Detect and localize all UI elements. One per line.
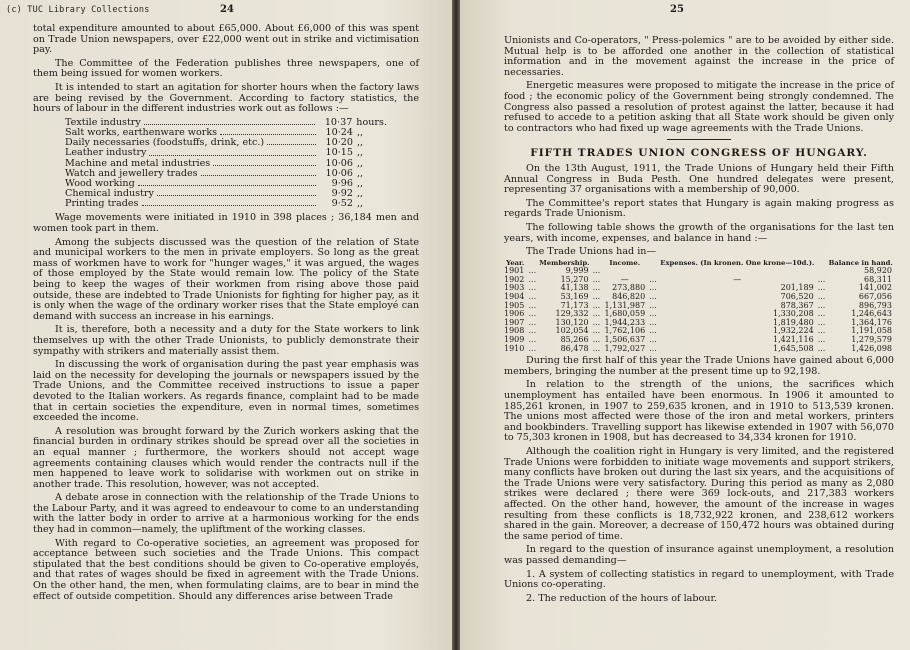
leader-dots — [157, 189, 316, 196]
table-row: 1907 ... 130,120 ... 1,944,233 ... 1,819,480 ... 1,364,176 — [504, 317, 892, 327]
paragraph: Among the subjects discussed was the question of the relation of State and municipal workers to the men in private employers. So long as the great mass of workmen have to work for "hunger wages," it was argued, the wages of those employed by the State would remain low. The policy of the State being to keep the wages of their workmen from rising above those paid outside, these are indebted to Trade Unionists for fighting for higher pay, as it is only when the wage of the ordinary worker rises that the State employé can demand with success an increase in his earnings. — [33, 236, 419, 322]
table-row: 1904 ... 53,169 ... 846,820 ... 706,520 ... 667,056 — [504, 292, 892, 302]
table-row: 1910 ... 86,478 ... 1,792,027 ... 1,645,508 ... 1,426,098 — [504, 343, 892, 353]
table-row: 1902 ... 15,270 ... — ... — ... 68,311 — [504, 274, 892, 284]
ditto-mark: ,, — [357, 147, 364, 159]
leader-dots — [142, 199, 317, 206]
hours-value: 10·15 — [325, 147, 353, 159]
industry-name: Leather industry — [65, 147, 147, 159]
section-divider — [667, 139, 731, 140]
paragraph: A debate arose in connection with the relationship of the Trade Unions to the Labour Party, and it was agreed to endeavour to come to an understanding with the latter body in order to arrive at a harmonious working for the ends they had in common—namely, the upliftment of the working classes. — [33, 492, 419, 536]
watermark: (c) TUC Library Collections — [6, 5, 150, 15]
hours-value: 10·24 — [325, 126, 353, 138]
paragraph: total expenditure amounted to about £65,000. About £6,000 of this was spent on Trade Union newspapers, over £22,000 went out in strike and victimisation pay. — [33, 23, 419, 56]
right-body — [504, 36, 894, 607]
industry-name: Salt works, earthenware works — [65, 126, 218, 138]
paragraph: In relation to the strength of the unions, the sacrifices which unemployment has entailed have been enormous. In 1906 it amounted to 185,261 kronen, in 1907 to 259,635 kronen, and in 1910 to 513,539 kronen. The unions most affected were those of the iron and metal workers, printers and bookbinders. Travelling support has likewise extended in 1907 with 56,070 to 75,303 kronen in 1908, but has decreased to 34,334 kronen for 1910. — [504, 379, 894, 444]
left-body — [33, 24, 419, 605]
list-item: 2. The reduction of the hours of labour. — [526, 592, 718, 604]
industry-name: Wood working — [65, 177, 135, 189]
left-page — [0, 0, 452, 650]
ditto-mark: ,, — [357, 157, 364, 169]
paragraph: A resolution was brought forward by the Zurich workers asking that the financial burden in ordinary strikes should be spread over all the societies in an equal manner ; furthermore, the workers should not accept wage agreements containing clauses which would render the contracts null if the men happened to leave work to solidarise with workmen out on strike in another trade. This resolution, however, was not accepted. — [33, 425, 419, 490]
ditto-mark: ,, — [357, 126, 364, 138]
leader-dots — [144, 118, 315, 125]
table-row: 1909 ... 85,266 ... 1,506,637 ... 1,421,116 ... 1,279,579 — [504, 335, 892, 345]
industry-name: Textile industry — [65, 116, 141, 128]
hours-unit: hours. — [356, 116, 387, 128]
paragraph: The Committee's report states that Hungary is again making progress as regards Trade Unionism. — [504, 197, 894, 220]
table-row: 1908 ... 102,054 ... 1,762,106 ... 1,932,224 ... 1,191,058 — [504, 326, 892, 336]
leader-dots — [138, 179, 316, 186]
hours-row — [65, 199, 387, 209]
hours-value: 10·06 — [325, 167, 353, 179]
col-expenses: Expenses. (In kronen. One krone—10d.). — [660, 258, 815, 267]
hours-value: 10·20 — [325, 137, 353, 149]
paragraph: In regard to the question of insurance against unemployment, a resolution was passed demanding— — [504, 544, 894, 566]
paragraph: Although the coalition right in Hungary is very limited, and the registered Trade Unions were forbidden to initiate wage movements and support strikers, many conflicts have broken out during the last six years, and the acquisitions of the Trade Unions were very satisfactory. During this period as many as 2,080 strikes were declared ; there were 369 lock-outs, and 217,383 workers affected. On the other hand, however, the amount of the increase in wages resulting from these conflicts is 18,732,922 kronen, and 238,612 workers shared in the gain. Moreover, a decrease of 150,472 hours was obtained during the same period of time. — [504, 445, 894, 542]
col-income: Income. — [609, 258, 641, 267]
section-title: FIFTH TRADES UNION CONGRESS OF HUNGARY. — [530, 147, 868, 160]
table-row: 1905 ... 71,173 ... 1,131,987 ... 878,367 ... 896,793 — [504, 300, 892, 310]
hours-value: 10·37 — [324, 116, 353, 128]
table-row: 1906 ... 129,332 ... 1,680,059 ... 1,330,208 ... 1,246,643 — [504, 309, 892, 319]
leader-dots — [201, 169, 316, 176]
list-item: 1. A system of collecting statistics in regard to unemployment, with Trade Unions co-operating. — [504, 568, 894, 591]
leader-dots — [149, 148, 316, 155]
industry-name: Chemical industry — [65, 188, 154, 200]
hours-value: 9·96 — [331, 177, 353, 189]
union-finance-table — [504, 259, 894, 354]
industry-name: Watch and jewellery trades — [65, 167, 198, 179]
paragraph: On the 13th August, 1911, the Trade Unions of Hungary held their Fifth Annual Congress in Buda Pesth. One hundred delegates were present, representing 37 organisations with a membership of 90,000. — [504, 162, 894, 196]
page-number-left: 24 — [220, 4, 234, 15]
table-row: 1901 ... 9,999 ... 58,920 — [504, 266, 892, 276]
hours-table — [65, 118, 387, 210]
hours-value: 9·92 — [331, 188, 353, 200]
paragraph: The Committee of the Federation publishes three newspapers, one of them being issued for women workers. — [33, 57, 419, 80]
hours-value: 9·52 — [331, 198, 353, 210]
paragraph: In discussing the work of organisation during the past year emphasis was laid on the necessity for developing the journals or newspapers issued by the Trade Unions, and the Committee received instructions to issue a paper devoted to the Italian workers. As regards finance, complaint had to be made that in certain societies the expenditure, even in normal times, sometimes exceeded the income. — [33, 359, 419, 424]
col-membership: Membership. — [539, 258, 590, 267]
industry-name: Machine and metal industries — [65, 157, 211, 169]
paragraph: With regard to Co-operative societies, an agreement was proposed for acceptance between such societies and the Trade Unions. This compact stipulated that the best conditions should be given to Co-operative employés, and that rates of wages should be fixed in agreement with the Trade Unions. On the other hand, the men, when formulating claims, are to bear in mind the effect of outside competition. Should any differences arise between Trade — [33, 537, 419, 602]
paragraph: Unionists and Co-operators, " Press-polemics " are to be avoided by either side. Mutual help is to be afforded one another in the collection of statistical information and in the movement against the increase in the price of necessaries. — [504, 35, 894, 78]
leader-dots — [213, 159, 316, 166]
paragraph: Energetic measures were proposed to mitigate the increase in the price of food ; the economic policy of the Government being strongly condemned. The Congress also passed a resolution of protest against the latter, because it had refused to accede to a petition asking that all State work should be given only to contractors who had fixed up wage agreements with the Trade Unions. — [504, 80, 894, 134]
paragraph: Wage movements were initiated in 1910 in 398 places ; 36,184 men and women took part in them. — [33, 212, 419, 235]
ditto-mark: ,, — [357, 198, 364, 210]
paragraph: It is intended to start an agitation for shorter hours when the factory laws are being revised by the Government. According to factory statistics, the hours of labour in the different industries work out as follows :— — [33, 81, 419, 115]
hours-value: 10·06 — [325, 157, 353, 169]
table-row: 1903 ... 41,138 ... 273,880 ... 201,189 ... 141,002 — [504, 283, 892, 293]
table-lead: The Trade Unions had in— — [526, 246, 657, 258]
right-page — [460, 0, 910, 650]
ditto-mark: ,, — [357, 188, 364, 200]
ditto-mark: ,, — [357, 167, 364, 179]
table-header-row — [504, 259, 894, 268]
ditto-mark: ,, — [357, 177, 364, 189]
leader-dots — [220, 128, 316, 135]
industry-name: Printing trades — [65, 198, 139, 210]
paragraph: The following table shows the growth of the organisations for the last ten years, with income, expenses, and balance in hand :— — [504, 221, 894, 244]
ditto-mark: ,, — [357, 137, 364, 149]
book-gutter — [452, 0, 460, 650]
col-balance: Balance in hand. — [828, 258, 893, 267]
leader-dots — [267, 138, 316, 145]
paragraph: During the first half of this year the Trade Unions have gained about 6,000 members, bringing the number at the present time up to 92,198. — [504, 355, 894, 377]
industry-name: Daily necessaries (foodstuffs, drink, etc.) — [65, 137, 265, 149]
col-year: Year. — [506, 258, 525, 267]
paragraph: It is, therefore, both a necessity and a duty for the State workers to link themselves up with the other Trade Unionists, to publicly demonstrate their sympathy with strikers and materially assist them. — [33, 324, 419, 357]
page-number-right: 25 — [670, 4, 684, 15]
hours-row — [65, 148, 387, 158]
